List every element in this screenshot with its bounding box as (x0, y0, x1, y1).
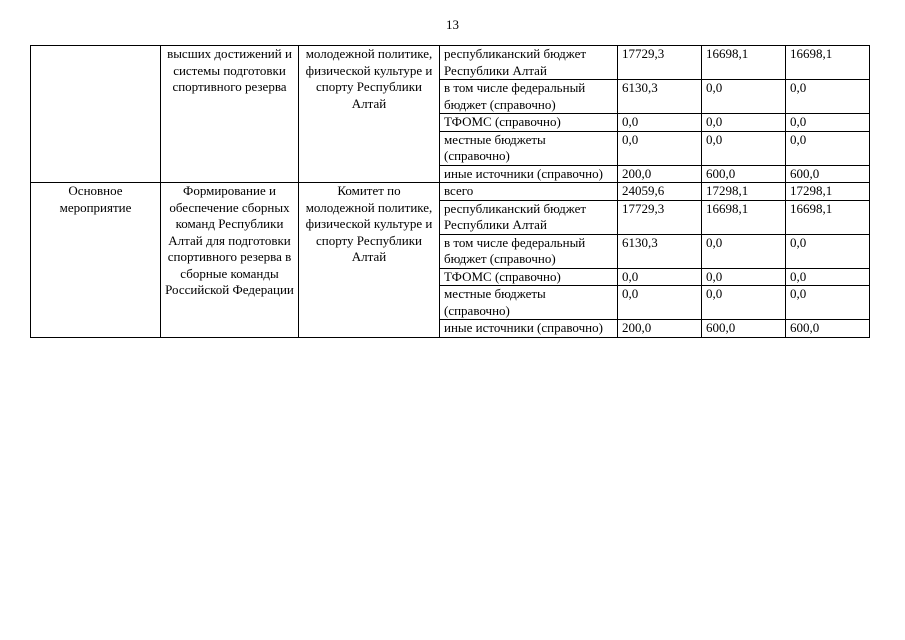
value-cell: 0,0 (702, 234, 786, 268)
value-cell: 0,0 (702, 131, 786, 165)
funding-source-cell: местные бюджеты (справочно) (440, 131, 618, 165)
funding-source-cell: всего (440, 183, 618, 201)
block2-goal-cell: Формирование и обеспечение сборных команд Республики Алтай для подготовки спортивного резерва в сборные команды Российской Федерации (161, 183, 299, 338)
value-cell: 0,0 (786, 131, 870, 165)
value-cell: 16698,1 (702, 46, 786, 80)
value-cell: 16698,1 (786, 200, 870, 234)
value-cell: 200,0 (618, 165, 702, 183)
block1-goal-cell: высших достижений и системы подготовки спортивного резерва (161, 46, 299, 183)
value-cell: 0,0 (618, 131, 702, 165)
funding-source-cell: республиканский бюджет Республики Алтай (440, 46, 618, 80)
table-row (31, 183, 870, 201)
value-cell: 17729,3 (618, 200, 702, 234)
value-cell: 17729,3 (618, 46, 702, 80)
block1-name-cell (31, 46, 161, 183)
value-cell: 6130,3 (618, 80, 702, 114)
funding-source-cell: ТФОМС (справочно) (440, 268, 618, 286)
funding-source-cell: в том числе федеральный бюджет (справочно) (440, 80, 618, 114)
budget-table (30, 45, 870, 338)
value-cell: 17298,1 (702, 183, 786, 201)
value-cell: 16698,1 (702, 200, 786, 234)
funding-source-cell: республиканский бюджет Республики Алтай (440, 200, 618, 234)
value-cell: 0,0 (702, 114, 786, 132)
funding-source-cell: в том числе федеральный бюджет (справочно) (440, 234, 618, 268)
value-cell: 600,0 (702, 320, 786, 338)
value-cell: 0,0 (702, 80, 786, 114)
value-cell: 0,0 (618, 268, 702, 286)
funding-source-cell: иные источники (справочно) (440, 320, 618, 338)
funding-source-cell: иные источники (справочно) (440, 165, 618, 183)
value-cell: 600,0 (786, 165, 870, 183)
value-cell: 0,0 (618, 114, 702, 132)
funding-source-cell: ТФОМС (справочно) (440, 114, 618, 132)
block2-executor-cell: Комитет по молодежной политике, физической культуре и спорту Республики Алтай (299, 183, 440, 338)
value-cell: 17298,1 (786, 183, 870, 201)
value-cell: 6130,3 (618, 234, 702, 268)
value-cell: 0,0 (618, 286, 702, 320)
funding-source-cell: местные бюджеты (справочно) (440, 286, 618, 320)
value-cell: 600,0 (702, 165, 786, 183)
value-cell: 200,0 (618, 320, 702, 338)
value-cell: 0,0 (702, 268, 786, 286)
value-cell: 0,0 (786, 80, 870, 114)
value-cell: 0,0 (786, 286, 870, 320)
value-cell: 0,0 (786, 234, 870, 268)
block2-name-cell: Основное мероприятие (31, 183, 161, 338)
value-cell: 0,0 (786, 268, 870, 286)
page-number: 13 (446, 17, 459, 32)
value-cell: 0,0 (786, 114, 870, 132)
value-cell: 24059,6 (618, 183, 702, 201)
value-cell: 600,0 (786, 320, 870, 338)
value-cell: 16698,1 (786, 46, 870, 80)
block1-executor-cell: молодежной политике, физической культуре и спорту Республики Алтай (299, 46, 440, 183)
value-cell: 0,0 (702, 286, 786, 320)
table-row (31, 46, 870, 80)
